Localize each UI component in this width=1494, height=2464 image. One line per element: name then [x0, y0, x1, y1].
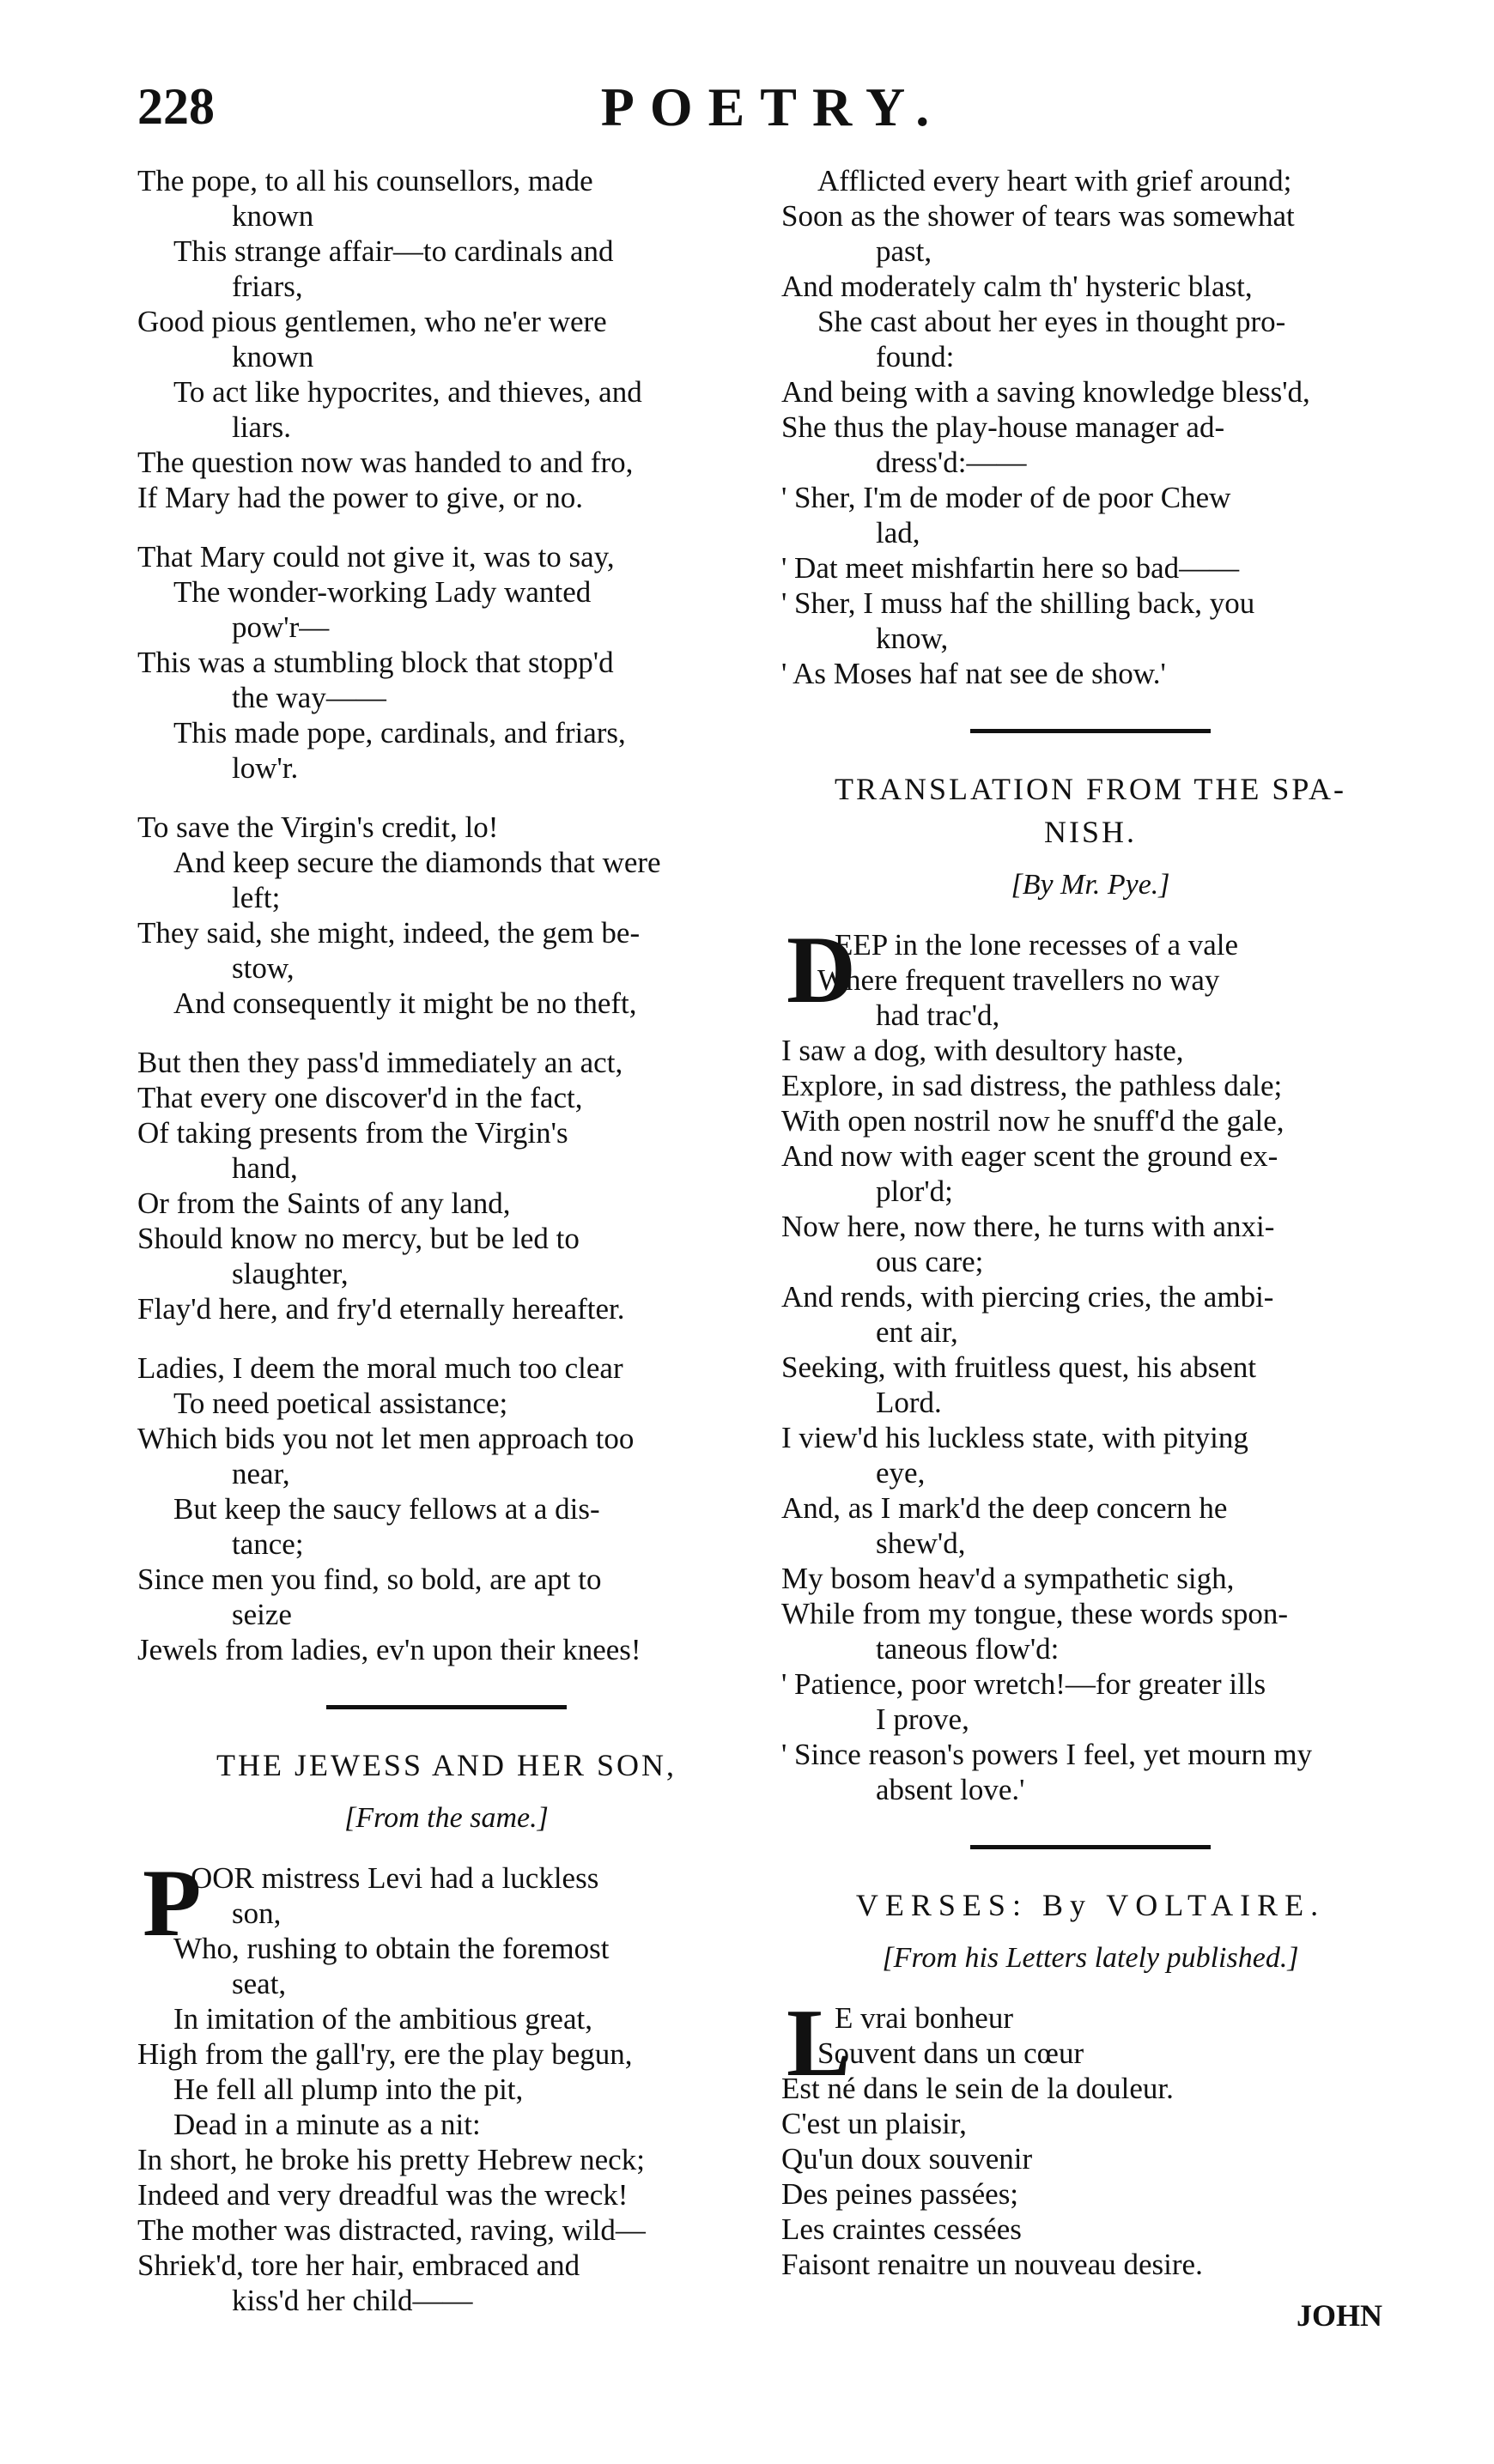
verse-line: In imitation of the ambitious great, — [173, 2002, 592, 2036]
verse-line: But keep the saucy fellows at a dis- — [173, 1492, 600, 1526]
verse-line: This strange affair—to cardinals and — [173, 234, 614, 268]
running-title: POETRY. — [600, 76, 945, 137]
spanish-body — [781, 917, 1400, 1807]
verse-line: Explore, in sad distress, the pathless dale; — [781, 1069, 1283, 1102]
verse-line: kiss'd her child—— — [232, 2284, 473, 2317]
verse-line: slaughter, — [232, 1257, 349, 1290]
voltaire-lines — [781, 2000, 1400, 2282]
verse-line: Lord. — [876, 1386, 942, 1419]
verse-line: Who, rushing to obtain the foremost — [173, 1932, 610, 1965]
verse-line: hand, — [232, 1151, 298, 1185]
verse-line: Which bids you not let men approach too — [137, 1422, 635, 1455]
stanza — [137, 810, 756, 1021]
verse-line: He fell all plump into the pit, — [173, 2073, 524, 2106]
verse-line: Or from the Saints of any land, — [137, 1186, 511, 1220]
verse-line: Souvent dans un cœur — [817, 2036, 1084, 2070]
voltaire-title: VERSES: By VOLTAIRE. — [855, 1888, 1326, 1922]
verse-line: Now here, now there, he turns with anxi- — [781, 1210, 1275, 1243]
verse-line: Shriek'd, tore her hair, embraced and — [137, 2249, 580, 2282]
verse-line: My bosom heav'd a sympathetic sigh, — [781, 1562, 1235, 1595]
verse-line: ' Sher, I'm de moder of de poor Chew — [781, 481, 1231, 514]
jewess-continuation — [781, 163, 1400, 691]
verse-line: seat, — [232, 1967, 287, 2000]
voltaire-poem — [781, 1887, 1400, 2334]
verse-line: known — [232, 340, 314, 373]
verse-line: And moderately calm th' hysteric blast, — [781, 270, 1253, 303]
verse-line: In short, he broke his pretty Hebrew neck; — [137, 2143, 645, 2176]
verse-line: stow, — [232, 951, 295, 985]
verse-line: And now with eager scent the ground ex- — [781, 1139, 1278, 1173]
verse-line: eye, — [876, 1456, 926, 1490]
verse-line: That Mary could not give it, was to say, — [137, 540, 615, 574]
verse-line: The question now was handed to and fro, — [137, 446, 634, 479]
jewess-poem — [137, 1747, 756, 2318]
verse-line: absent love.' — [876, 1773, 1025, 1806]
verse-line: low'r. — [232, 751, 299, 785]
verse-line: While from my tongue, these words spon- — [781, 1597, 1289, 1630]
jewess-byline: [From the same.] — [344, 1802, 549, 1834]
jewess-title: THE JEWESS AND HER SON, — [216, 1748, 677, 1782]
verse-line: left; — [232, 881, 281, 914]
signature: JOHN — [1296, 2298, 1382, 2333]
verse-line: Faisont renaitre un nouveau desire. — [781, 2248, 1203, 2281]
jewess-dropcap: P — [143, 1850, 202, 1957]
verse-line: Flay'd here, and fry'd eternally hereafter. — [137, 1292, 625, 1326]
voltaire-dropcap: L — [786, 1990, 851, 2097]
verse-line: To act like hypocrites, and thieves, and — [173, 375, 642, 409]
verse-line: Should know no mercy, but be led to — [137, 1222, 580, 1255]
verse-line: plor'd; — [876, 1174, 953, 1208]
verse-line: The mother was distracted, raving, wild— — [137, 2213, 646, 2247]
verse-line: Qu'un doux souvenir — [781, 2142, 1033, 2176]
section-rule — [970, 1845, 1211, 1849]
stanza — [137, 163, 756, 515]
verse-line: This made pope, cardinals, and friars, — [173, 716, 626, 750]
stanza — [137, 1350, 756, 1667]
verse-line: High from the gall'ry, ere the play begun, — [137, 2037, 633, 2071]
verse-line: Soon as the shower of tears was somewhat — [781, 199, 1295, 233]
verse-line: seize — [232, 1598, 292, 1631]
verse-line: Afflicted every heart with grief around; — [817, 164, 1292, 197]
voltaire-body — [781, 1990, 1400, 2282]
verse-line: To save the Virgin's credit, lo! — [137, 810, 499, 844]
verse-line: ' Dat meet mishfartin here so bad—— — [781, 551, 1240, 585]
stanza — [137, 539, 756, 786]
verse-line: Ladies, I deem the moral much too clear — [137, 1351, 623, 1385]
verse-line: Dead in a minute as a nit: — [173, 2108, 481, 2141]
verse-line: C'est un plaisir, — [781, 2107, 967, 2140]
spanish-dropcap: D — [786, 917, 856, 1023]
verse-line: taneous flow'd: — [876, 1632, 1060, 1666]
verse-line: near, — [232, 1457, 290, 1490]
verse-line: I saw a dog, with desultory haste, — [781, 1034, 1184, 1067]
right-column — [781, 163, 1400, 2334]
verse-line: Les craintes cessées — [781, 2212, 1022, 2246]
verse-line: found: — [876, 340, 955, 373]
verse-line: Good pious gentlemen, who ne'er were — [137, 305, 607, 338]
verse-line: And keep secure the diamonds that were — [173, 846, 661, 879]
spanish-title-line2: NISH. — [1043, 815, 1137, 849]
verse-line: That every one discover'd in the fact, — [137, 1081, 583, 1114]
verse-line: To need poetical assistance; — [173, 1387, 508, 1420]
verse-line: OOR mistress Levi had a luckless — [191, 1861, 599, 1895]
verse-line: I prove, — [876, 1702, 969, 1736]
spanish-title-line1: TRANSLATION FROM THE SPA- — [834, 772, 1347, 806]
stanza — [137, 1045, 756, 1326]
verse-line: They said, she might, indeed, the gem be- — [137, 916, 641, 950]
verse-line: If Mary had the power to give, or no. — [137, 481, 584, 514]
verse-line: Indeed and very dreadful was the wreck! — [137, 2178, 629, 2212]
verse-line: ' Patience, poor wretch!—for greater ills — [781, 1667, 1266, 1701]
jewess-body — [137, 1850, 756, 2318]
verse-line: pow'r— — [232, 610, 330, 644]
verse-line: dress'd:—— — [876, 446, 1027, 479]
verse-line: And being with a saving knowledge bless'd, — [781, 375, 1310, 409]
verse-line: But then they pass'd immediately an act, — [137, 1046, 623, 1079]
verse-line: son, — [232, 1897, 282, 1930]
verse-line: And, as I mark'd the deep concern he — [781, 1491, 1228, 1525]
section-rule — [970, 729, 1211, 733]
verse-line: had trac'd, — [876, 998, 1000, 1032]
spanish-byline: [By Mr. Pye.] — [1011, 869, 1170, 901]
voltaire-byline: [From his Letters lately published.] — [882, 1942, 1299, 1974]
verse-line: This was a stumbling block that stopp'd — [137, 646, 614, 679]
verse-line: E vrai bonheur — [835, 2001, 1013, 2035]
verse-line: the way—— — [232, 681, 386, 714]
verse-line: Of taking presents from the Virgin's — [137, 1116, 568, 1150]
left-column — [137, 163, 756, 2318]
spanish-poem — [781, 771, 1400, 1807]
verse-line: With open nostril now he snuff'd the gale, — [781, 1104, 1284, 1138]
verse-line: Est né dans le sein de la douleur. — [781, 2072, 1174, 2105]
verse-line: Where frequent travellers no way — [817, 963, 1220, 997]
verse-line: ous care; — [876, 1245, 984, 1278]
verse-line: Seeking, with fruitless quest, his absent — [781, 1350, 1257, 1384]
verse-line: EEP in the lone recesses of a vale — [835, 928, 1239, 962]
verse-line: The wonder-working Lady wanted — [173, 575, 592, 609]
verse-line: I view'd his luckless state, with pitying — [781, 1421, 1248, 1454]
verse-line: ' Since reason's powers I feel, yet mourn my — [781, 1738, 1313, 1771]
verse-line: ' As Moses haf nat see de show.' — [781, 657, 1166, 690]
verse-line: shew'd, — [876, 1526, 966, 1560]
left-stanzas — [137, 163, 756, 1667]
verse-line: She thus the play-house manager ad- — [781, 410, 1225, 444]
verse-line: past, — [876, 234, 932, 268]
verse-line: tance; — [232, 1527, 304, 1561]
page-header — [120, 60, 1425, 155]
verse-line: Since men you find, so bold, are apt to — [137, 1563, 602, 1596]
verse-line: liars. — [232, 410, 292, 444]
verse-line: And rends, with piercing cries, the ambi- — [781, 1280, 1274, 1314]
verse-line: friars, — [232, 270, 303, 303]
section-rule — [326, 1705, 567, 1709]
verse-line: lad, — [876, 516, 920, 549]
verse-line: The pope, to all his counsellors, made — [137, 164, 593, 197]
spanish-lines — [781, 927, 1400, 1807]
verse-line: known — [232, 199, 314, 233]
verse-line: Des peines passées; — [781, 2177, 1019, 2211]
page-number: 228 — [137, 78, 215, 135]
verse-line: She cast about her eyes in thought pro- — [817, 305, 1286, 338]
verse-line: And consequently it might be no theft, — [173, 986, 637, 1020]
jewess-lines — [137, 1860, 756, 2318]
verse-line: Jewels from ladies, ev'n upon their knees! — [137, 1633, 641, 1666]
verse-line: ' Sher, I muss haf the shilling back, you — [781, 586, 1255, 620]
verse-line: ent air, — [876, 1315, 958, 1349]
verse-line: know, — [876, 622, 949, 655]
